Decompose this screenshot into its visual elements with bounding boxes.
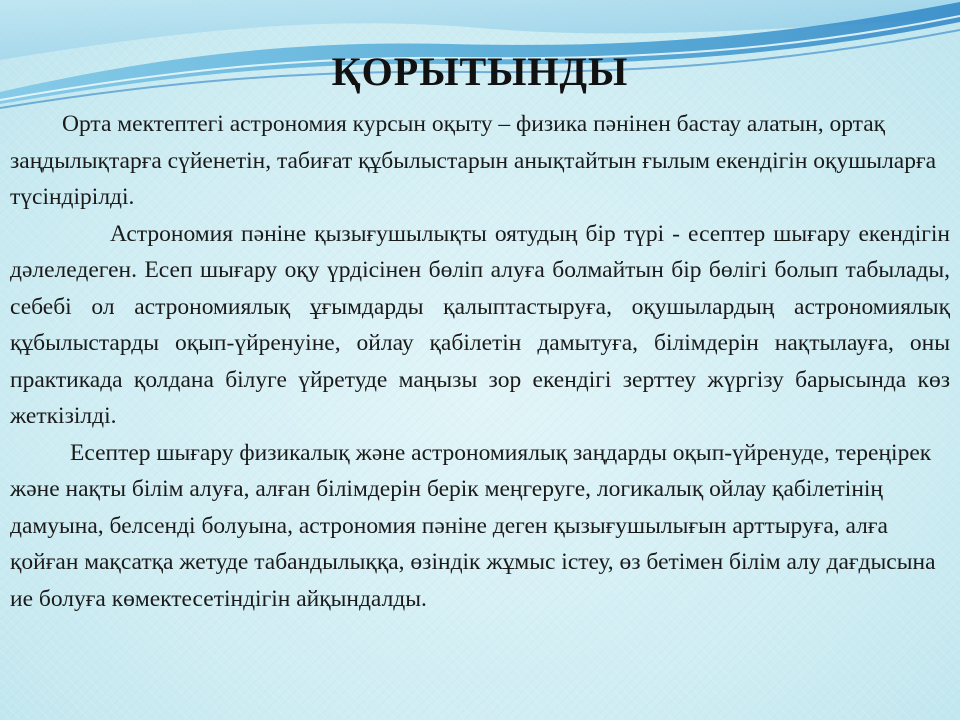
paragraph-3: Есептер шығару физикалық және астрономиялық заңдарды оқып-үйренуде, тереңірек және нақты білім алуға, алған білімдерін берік меңгеруге, логикалық ойлау қабілетінің дамуына, белсенді болуына, астрономия пәніне деген қызығушылығын арттыруға, алға қойған мақсатқа жетуде табандылыққа, өзіндік жұмыс істеу, өз бетімен білім алу дағдысына ие болуға көмектесетіндігін айқындалды. xyxy=(10,439,936,612)
paragraph-2: Астрономия пәніне қызығушылықты оятудың бір түрі - есептер шығару екендігін дәлеледеген. Есеп шығару оқу үрдісінен бөліп алуға болмайтын бір бөлігі болып табылады, себебі ол астрономиялық ұғымдарды қалыптастыруға, оқушылардың астрономиялық құбылыстарды оқып-үйренуіне, ойлау қабілетін дамытуға, білімдерін нақтылауға, оны практикада қолдана білуге үйретуде маңызы зор екендігі зерттеу жүргізу барысында көз жеткізілді. xyxy=(10,220,950,429)
paragraph-1: Орта мектептегі астрономия курсын оқыту – физика пәнінен бастау алатын, ортақ заңдылықтарға сүйенетін, табиғат құбылыстарын анықтайтын ғылым екендігін оқушыларға түсіндірілді. xyxy=(10,111,937,210)
slide-title: ҚОРЫТЫНДЫ xyxy=(331,49,629,94)
slide-body xyxy=(10,106,950,617)
